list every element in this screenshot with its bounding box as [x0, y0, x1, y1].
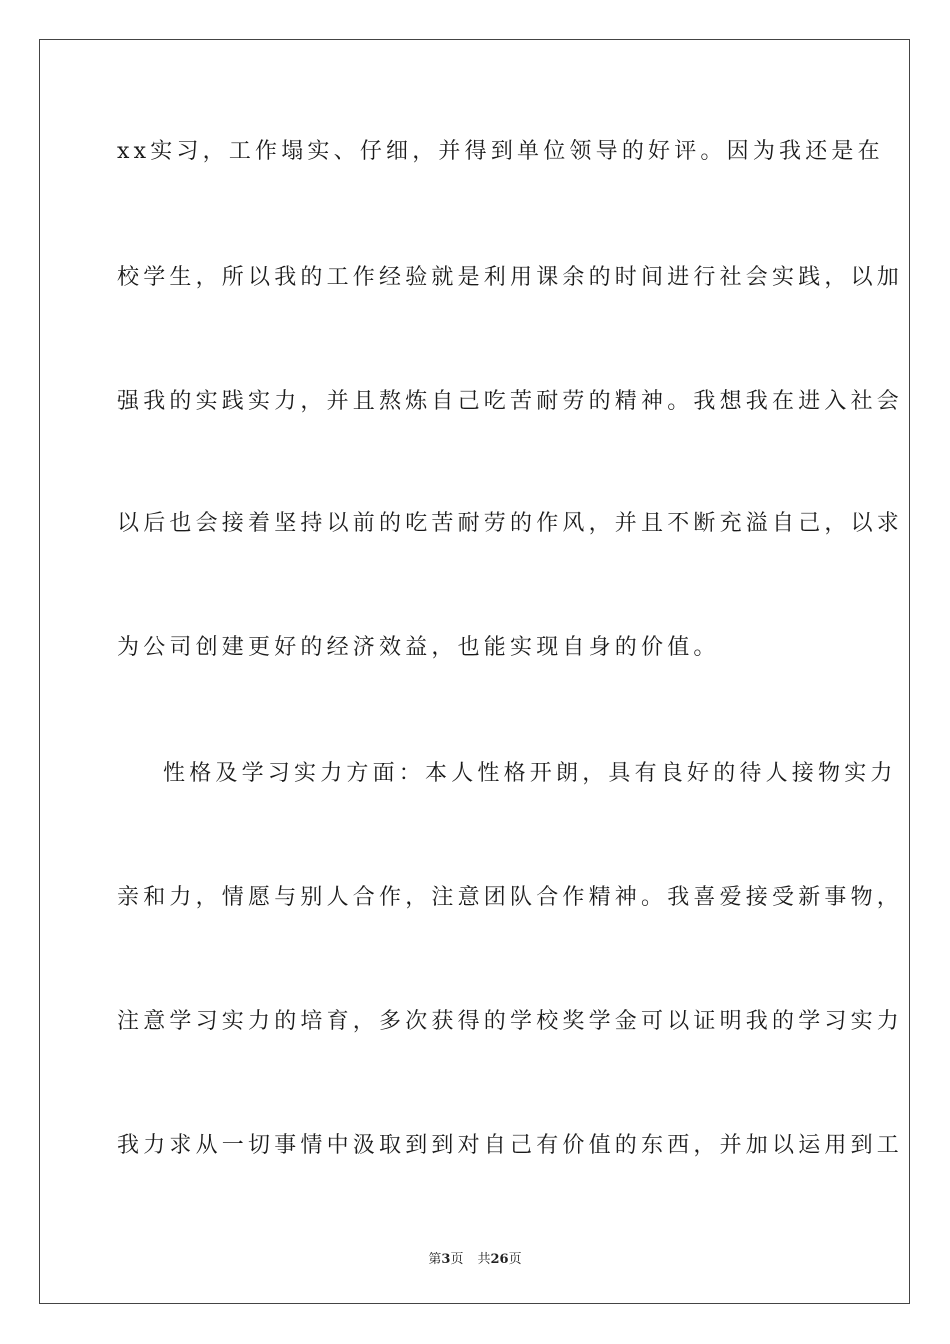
page-suffix: 页: [450, 1252, 464, 1267]
body-text-line: 我力求从一切事情中汲取到到对自己有价值的东西，并加以运用到工: [117, 1133, 904, 1158]
page-number: 3: [441, 1252, 451, 1267]
total-prefix: 共: [477, 1252, 491, 1267]
total-pages: 26: [490, 1252, 509, 1267]
body-text-line: 注意学习实力的培育，多次获得的学校奖学金可以证明我的学习实力: [117, 1009, 904, 1034]
page-footer: [0, 1248, 950, 1267]
page-border: [39, 39, 910, 1304]
body-text-line: 亲和力，情愿与别人合作，注意团队合作精神。我喜爱接受新事物，: [117, 885, 904, 910]
paragraph-first-line: 性格及学习实力方面：本人性格开朗，具有良好的待人接物实力: [163, 761, 897, 786]
body-text-line: xx实习，工作塌实、仔细，并得到单位领导的好评。因为我还是在: [117, 139, 884, 164]
body-text-line: 校学生，所以我的工作经验就是利用课余的时间进行社会实践，以加: [117, 265, 904, 290]
body-text-line: 以后也会接着坚持以前的吃苦耐劳的作风，并且不断充溢自己，以求: [117, 511, 904, 536]
total-suffix: 页: [508, 1252, 522, 1267]
body-text-line: 为公司创建更好的经济效益，也能实现自身的价值。: [117, 635, 720, 660]
page-prefix: 第: [428, 1252, 442, 1267]
body-text-line: 强我的实践实力，并且熬炼自己吃苦耐劳的精神。我想我在进入社会: [117, 389, 904, 414]
